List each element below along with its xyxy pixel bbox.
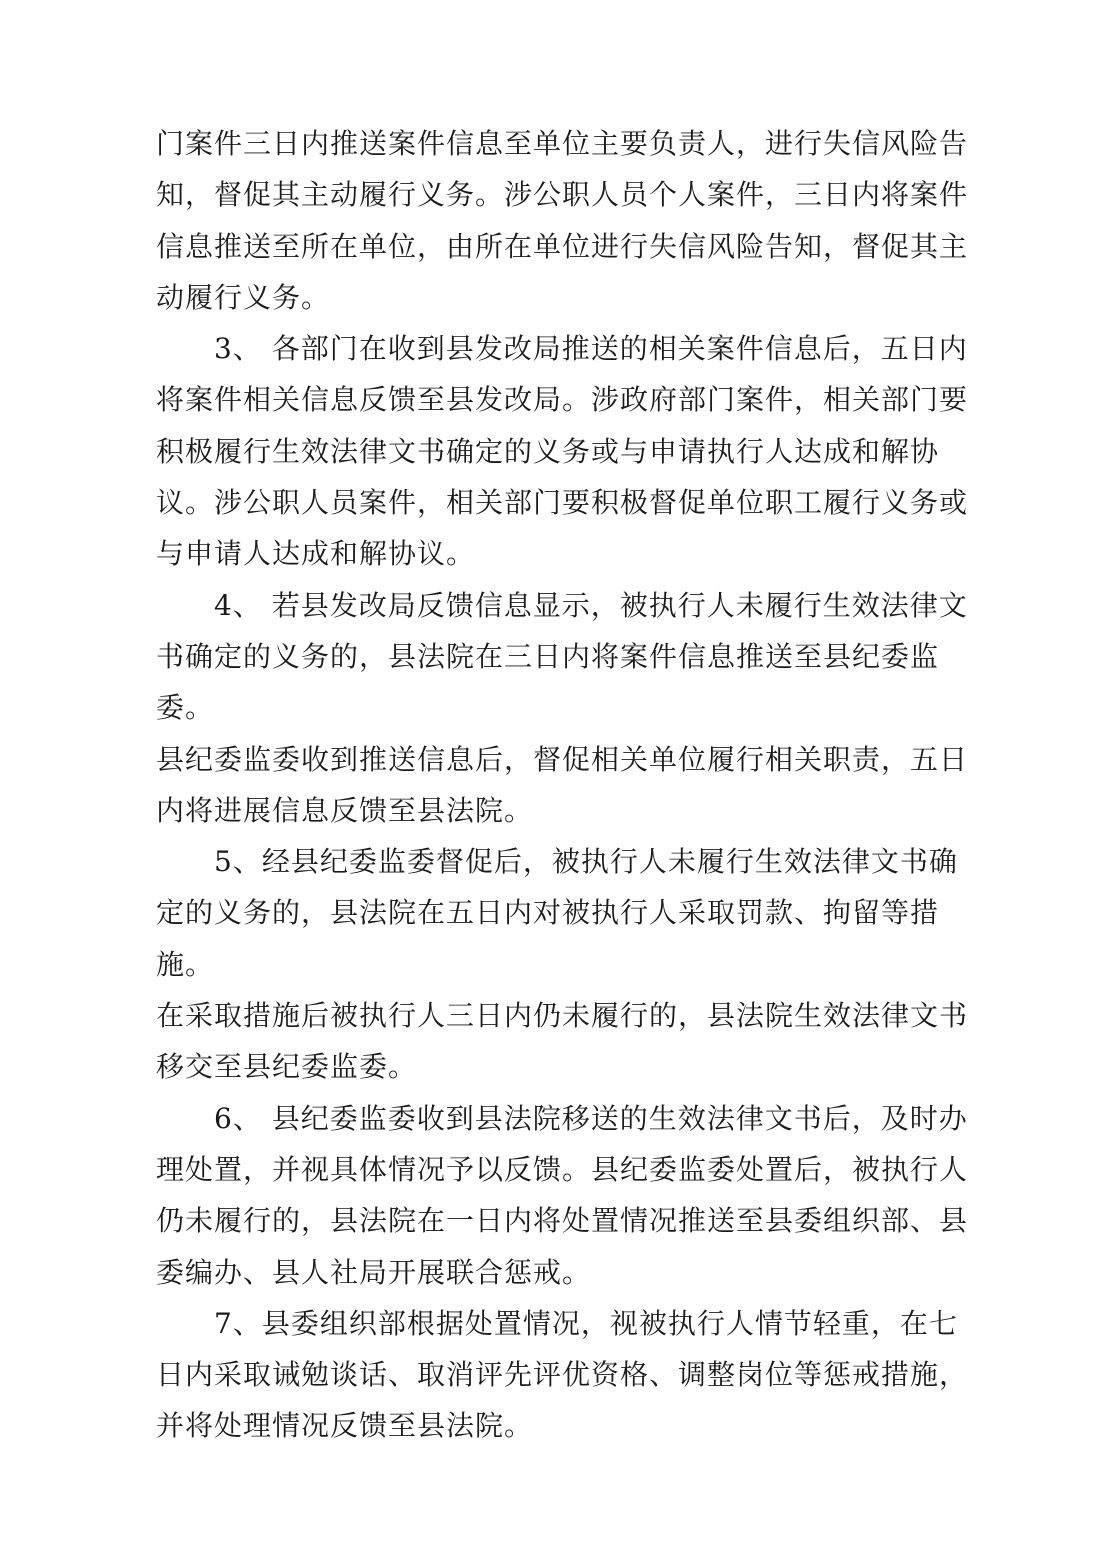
text-line: 书确定的义务的，县法院在三日内将案件信息推送至县纪委监委。 <box>156 639 940 725</box>
text-line: 6、 县纪委监委收到县法院移送的生效法律文书后，及时办 <box>214 1101 968 1135</box>
text-line: 仍未履行的，县法院在一日内将处置情况推送至县委组织部、县 <box>156 1204 969 1238</box>
paragraph-item-7 <box>156 1298 986 1452</box>
text-line: 3、 各部门在收到县发改局推送的相关案件信息后，五日内 <box>214 332 968 366</box>
text-line: 7、县委组织部根据处置情况，视被执行人情节轻重，在七 <box>214 1306 958 1340</box>
text-line: 内将进展信息反馈至县法院。 <box>156 793 534 827</box>
text-line: 县纪委监委收到推送信息后，督促相关单位履行相关职责，五日 <box>156 742 969 776</box>
text-line: 并将处理情况反馈至县法院。 <box>156 1409 534 1443</box>
text-line: 定的义务的，县法院在五日内对被执行人采取罚款、拘留等措施。 <box>156 896 940 981</box>
text-line: 4、 若县发改局反馈信息显示，被执行人未履行生效法律文 <box>214 588 968 622</box>
text-line: 与申请人达成和解协议。 <box>156 537 476 571</box>
text-line: 积极履行生效法律文书确定的义务或与申请执行人达成和解协 <box>156 434 940 468</box>
paragraph-item-4 <box>156 580 986 836</box>
paragraph-item-3 <box>156 323 986 579</box>
text-line: 动履行义务。 <box>156 280 331 314</box>
text-line: 委编办、县人社局开展联合惩戒。 <box>156 1255 592 1289</box>
text-line: 议。涉公职人员案件，相关部门要积极督促单位职工履行义务或 <box>156 486 969 520</box>
paragraph-item-6 <box>156 1093 986 1298</box>
text-line: 日内采取诫勉谈话、取消评先评优资格、调整岗位等惩戒措施， <box>156 1358 969 1392</box>
text-line: 理处置，并视具体情况予以反馈。县纪委监委处置后，被执行人 <box>156 1152 969 1186</box>
text-line: 5、经县纪委监委督促后，被执行人未履行生效法律文书确 <box>214 845 958 879</box>
text-line: 在采取措施后被执行人三日内仍未履行的，县法院生效法律文书 <box>156 999 969 1033</box>
text-line: 将案件相关信息反馈至县发改局。涉政府部门案件，相关部门要 <box>156 383 969 417</box>
text-line: 知，督促其主动履行义务。涉公职人员个人案件，三日内将案件 <box>156 178 969 212</box>
document-body <box>156 118 986 1452</box>
text-line: 门案件三日内推送案件信息至单位主要负责人，进行失信风险告 <box>156 127 969 160</box>
paragraph-item-5 <box>156 836 986 1092</box>
text-line: 移交至县纪委监委。 <box>156 1050 418 1084</box>
paragraph-continuation <box>156 118 986 323</box>
text-line: 信息推送至所在单位，由所在单位进行失信风险告知，督促其主 <box>156 229 969 263</box>
